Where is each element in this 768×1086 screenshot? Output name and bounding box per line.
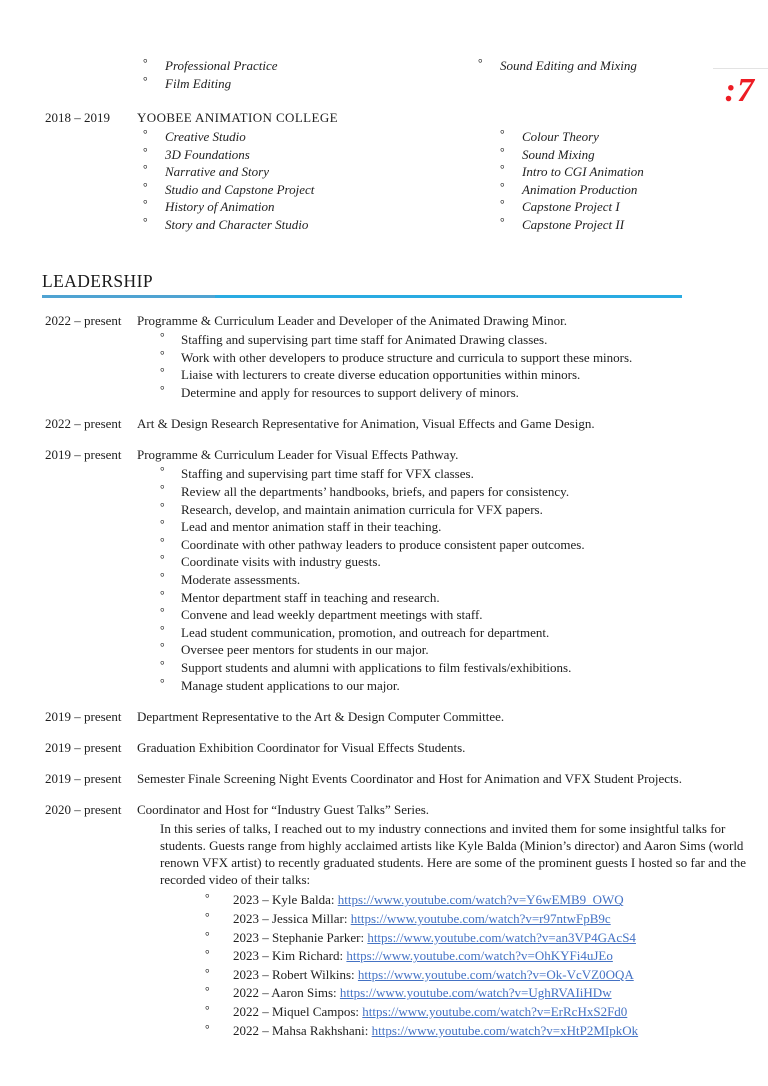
course-name: Narrative and Story xyxy=(165,164,269,179)
bullet-item xyxy=(160,589,768,607)
course-item xyxy=(143,181,314,199)
course-item xyxy=(143,57,278,75)
bullet-text: Lead and mentor animation staff in their teaching. xyxy=(181,519,442,535)
bullet-text: Support students and alumni with applications to film festivals/exhibitions. xyxy=(181,659,572,675)
talk-label: 2023 – Stephanie Parker: xyxy=(233,929,368,945)
course-name: Film Editing xyxy=(165,75,232,91)
bullet-icon: ° xyxy=(143,146,148,159)
bullet-icon: ° xyxy=(160,571,165,584)
bullet-icon: ° xyxy=(160,607,165,620)
talk-video-link[interactable]: https://www.youtube.com/watch?v=xHtP2MIpkOk xyxy=(371,1022,639,1038)
course-name: Professional Practice xyxy=(165,58,278,73)
course-column-left xyxy=(143,128,314,233)
course-item xyxy=(478,57,637,75)
course-item xyxy=(143,198,314,216)
entry-title: Graduation Exhibition Coordinator for Visual Effects Students. xyxy=(137,740,466,756)
bullet-item xyxy=(160,465,768,483)
bullet-text: Coordinate with other pathway leaders to produce consistent paper outcomes. xyxy=(181,536,585,552)
bullet-item xyxy=(160,483,768,501)
course-item xyxy=(500,163,644,181)
leadership-entry xyxy=(0,446,768,694)
bullet-icon: ° xyxy=(143,75,148,88)
talk-label: 2023 – Robert Wilkins: xyxy=(233,966,358,982)
education-courses xyxy=(0,128,768,234)
course-name: Intro to CGI Animation xyxy=(522,164,644,179)
talk-item xyxy=(205,984,768,1003)
course-name: Story and Character Studio xyxy=(165,216,309,232)
talk-item xyxy=(205,891,768,910)
bullet-icon: ° xyxy=(160,501,165,514)
talk-video-link[interactable]: https://www.youtube.com/watch?v=r97ntwFpB9c xyxy=(350,911,611,927)
entry-institution: YOOBEE ANIMATION COLLEGE xyxy=(137,110,338,125)
bullet-text: Research, develop, and maintain animation curricula for VFX papers. xyxy=(181,501,543,517)
course-item xyxy=(143,163,314,181)
course-item xyxy=(500,146,644,164)
bullet-icon: ° xyxy=(143,164,148,176)
education-entry-header xyxy=(45,109,768,126)
bullet-icon: ° xyxy=(160,677,165,690)
bullet-text: Liaise with lecturers to create diverse education opportunities within minors. xyxy=(181,367,581,383)
leadership-entry xyxy=(0,739,768,756)
entry-header xyxy=(0,801,768,818)
bullet-icon: ° xyxy=(143,129,148,141)
entry-dates: 2022 – present xyxy=(45,313,122,328)
course-item xyxy=(500,181,644,199)
bullet-icon: ° xyxy=(160,466,165,479)
bullet-icon: ° xyxy=(205,949,210,962)
course-name: Capstone Project II xyxy=(522,216,625,232)
talks-list xyxy=(205,891,768,1040)
bullet-icon: ° xyxy=(143,181,148,194)
bullet-icon: ° xyxy=(160,659,165,672)
entry-dates: 2019 – present xyxy=(45,740,122,756)
leadership-entry xyxy=(0,770,768,787)
bullet-item xyxy=(160,553,768,571)
entry-dates: 2019 – present xyxy=(45,447,122,463)
entry-header xyxy=(0,739,768,756)
bullet-text: Moderate assessments. xyxy=(181,571,301,587)
entry-title: Programme & Curriculum Leader for Visual Effects Pathway. xyxy=(137,447,459,463)
course-name: Animation Production xyxy=(522,181,638,197)
talk-label: 2022 – Miquel Campos: xyxy=(233,1004,363,1020)
bullet-icon: ° xyxy=(160,349,165,362)
bullet-item xyxy=(160,606,768,624)
bullet-icon: ° xyxy=(143,58,148,70)
talk-item xyxy=(205,929,768,948)
course-name: Sound Editing and Mixing xyxy=(500,58,637,73)
course-column-right xyxy=(500,128,644,233)
course-item xyxy=(143,146,314,164)
course-column-left xyxy=(143,57,278,92)
bullet-text: Coordinate visits with industry guests. xyxy=(181,554,381,570)
talk-video-link[interactable]: https://www.youtube.com/watch?v=UghRVAIiHDw xyxy=(339,985,612,1001)
talk-label: 2023 – Jessica Millar: xyxy=(233,911,351,927)
bullet-icon: ° xyxy=(205,1023,210,1036)
bullet-item xyxy=(160,624,768,642)
talk-video-link[interactable]: https://www.youtube.com/watch?v=Ok-VcVZ0OQA xyxy=(357,966,634,982)
entry-header xyxy=(0,708,768,725)
talk-label: 2023 – Kyle Balda: xyxy=(233,892,338,908)
course-item xyxy=(143,75,278,93)
bullet-list xyxy=(160,331,768,401)
course-name: Colour Theory xyxy=(522,129,599,144)
leadership-heading: LEADERSHIP xyxy=(42,271,153,291)
talk-video-link[interactable]: https://www.youtube.com/watch?v=an3VP4GAcS4 xyxy=(367,929,636,945)
course-item xyxy=(500,216,644,234)
bullet-text: Convene and lead weekly department meetings with staff. xyxy=(181,607,483,623)
course-column-right xyxy=(478,57,637,75)
bullet-icon: ° xyxy=(160,589,165,602)
talk-item xyxy=(205,1003,768,1022)
bullet-item xyxy=(160,536,768,554)
bullet-text: Oversee peer mentors for students in our major. xyxy=(181,642,429,658)
education-section xyxy=(0,57,768,234)
entry-title: Semester Finale Screening Night Events Coordinator and Host for Animation and VFX Student Projects. xyxy=(137,771,682,787)
bullet-item xyxy=(160,641,768,659)
bullet-icon: ° xyxy=(143,199,148,211)
bullet-icon: ° xyxy=(205,930,210,943)
entry-dates: 2018 – 2019 xyxy=(45,110,110,125)
education-courses-continued xyxy=(0,57,768,92)
course-name: Capstone Project I xyxy=(522,199,620,214)
entry-dates: 2019 – present xyxy=(45,771,122,787)
talk-item xyxy=(205,966,768,985)
bullet-item xyxy=(160,571,768,589)
bullet-icon: ° xyxy=(500,181,505,194)
bullet-text: Staffing and supervising part time staff for Animated Drawing classes. xyxy=(181,332,548,347)
bullet-item xyxy=(160,349,768,367)
course-name: Studio and Capstone Project xyxy=(165,181,315,197)
bullet-icon: ° xyxy=(205,986,210,999)
entry-header xyxy=(0,415,768,432)
bullet-icon: ° xyxy=(160,554,165,567)
bullet-list xyxy=(160,465,768,694)
bullet-item xyxy=(160,501,768,519)
course-item xyxy=(500,198,644,216)
talk-video-link[interactable]: https://www.youtube.com/watch?v=Y6wEMB9_OWQ xyxy=(337,892,624,908)
bullet-text: Mentor department staff in teaching and research. xyxy=(181,589,440,605)
bullet-text: Lead student communication, promotion, and outreach for department. xyxy=(181,624,550,640)
course-item xyxy=(143,216,314,234)
bullet-text: Determine and apply for resources to support delivery of minors. xyxy=(181,384,519,400)
bullet-icon: ° xyxy=(500,216,505,229)
bullet-icon: ° xyxy=(500,164,505,176)
talk-label: 2022 – Aaron Sims: xyxy=(233,985,340,1001)
bullet-icon: ° xyxy=(160,642,165,655)
bullet-icon: ° xyxy=(500,146,505,159)
bullet-icon: ° xyxy=(205,912,210,925)
entry-header xyxy=(0,770,768,787)
bullet-icon: ° xyxy=(143,216,148,229)
bullet-item xyxy=(160,366,768,384)
bullet-icon: ° xyxy=(160,536,165,549)
talk-video-link[interactable]: https://www.youtube.com/watch?v=ErRcHxS2Fd0 xyxy=(362,1004,628,1020)
logo-fragment: :7 xyxy=(724,72,755,109)
leadership-entry xyxy=(0,312,768,401)
bullet-item xyxy=(160,384,768,402)
entry-header xyxy=(0,312,768,329)
entry-title: Coordinator and Host for “Industry Guest Talks” Series. xyxy=(137,802,430,818)
bullet-text: Manage student applications to our major. xyxy=(181,677,400,693)
entry-dates: 2020 – present xyxy=(45,802,122,818)
entry-title: Programme & Curriculum Leader and Developer of the Animated Drawing Minor. xyxy=(137,313,567,328)
entry-title: Department Representative to the Art & Design Computer Committee. xyxy=(137,709,505,725)
bullet-icon: ° xyxy=(500,199,505,211)
bullet-icon: ° xyxy=(160,332,165,344)
bullet-icon: ° xyxy=(478,58,483,70)
bullet-icon: ° xyxy=(205,893,210,906)
talk-label: 2023 – Kim Richard: xyxy=(233,948,347,964)
course-name: History of Animation xyxy=(165,199,275,214)
talk-video-link[interactable]: https://www.youtube.com/watch?v=OhKYFi4uJEo xyxy=(346,948,613,964)
section-underline xyxy=(42,295,682,298)
bullet-text: Review all the departments’ handbooks, briefs, and papers for consistency. xyxy=(181,483,570,499)
bullet-text: Work with other developers to produce structure and curricula to support these minors. xyxy=(181,349,633,365)
course-name: 3D Foundations xyxy=(165,146,250,162)
bullet-icon: ° xyxy=(205,1005,210,1018)
course-name: Creative Studio xyxy=(165,129,246,144)
talks-description: In this series of talks, I reached out to my industry connections and invited them for some insightful talks for students. Guests range from highly acclaimed artists like Kyle Balda (Minion’s director) and Aaron Sims (world renown VFX artist) to recently graduated students. Here are some of the prominent guests I hosted so far and the recorded video of their talks: xyxy=(160,821,747,888)
bullet-text: Staffing and supervising part time staff for VFX classes. xyxy=(181,466,474,482)
bullet-item xyxy=(160,331,768,349)
entry-header xyxy=(0,446,768,463)
course-name: Sound Mixing xyxy=(522,146,595,162)
entry-dates: 2022 – present xyxy=(45,416,122,432)
bullet-icon: ° xyxy=(500,129,505,141)
bullet-icon: ° xyxy=(160,519,165,532)
talk-item xyxy=(205,1022,768,1041)
talk-item xyxy=(205,947,768,966)
bullet-item xyxy=(160,518,768,536)
bullet-item xyxy=(160,677,768,695)
bullet-icon: ° xyxy=(160,483,165,496)
leadership-entry xyxy=(0,708,768,725)
entry-title: Art & Design Research Representative for Animation, Visual Effects and Game Design. xyxy=(137,416,595,432)
bullet-icon: ° xyxy=(160,624,165,637)
leadership-entry xyxy=(0,415,768,432)
bullet-item xyxy=(160,659,768,677)
course-item xyxy=(500,128,644,146)
entry-dates: 2019 – present xyxy=(45,709,122,725)
bullet-icon: ° xyxy=(160,384,165,397)
leadership-section xyxy=(0,312,768,1040)
talk-item xyxy=(205,910,768,929)
bullet-icon: ° xyxy=(205,967,210,980)
course-item xyxy=(143,128,314,146)
talk-label: 2022 – Mahsa Rakhshani: xyxy=(233,1022,372,1038)
bullet-icon: ° xyxy=(160,367,165,380)
leadership-entry xyxy=(0,801,768,1040)
